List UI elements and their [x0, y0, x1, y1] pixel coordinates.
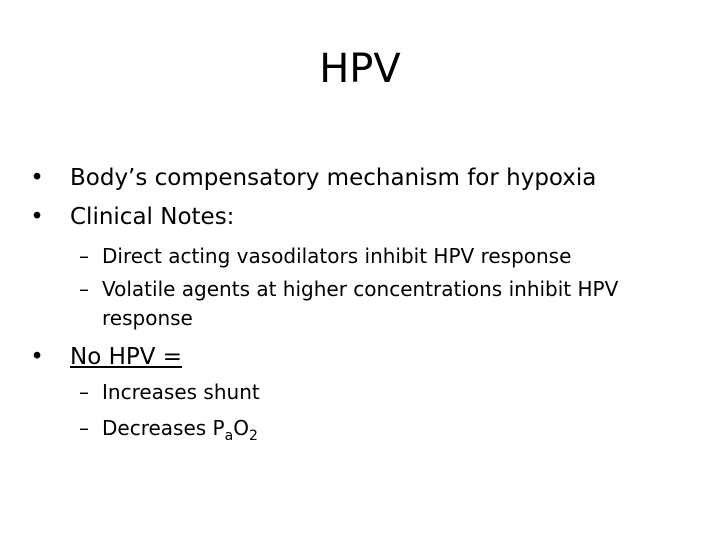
slide-title: HPV: [319, 46, 401, 92]
subbullet-text: Direct acting vasodilators inhibit HPV response: [102, 244, 572, 268]
dash-marker: –: [79, 416, 89, 440]
subbullet-text: [102, 414, 702, 443]
dash-marker: –: [79, 277, 89, 301]
bullet-text: Body’s compensatory mechanism for hypoxia: [70, 165, 597, 191]
pao2-subscript-a: a: [224, 428, 234, 444]
dash-marker: –: [79, 244, 89, 268]
bullet-marker: •: [30, 344, 44, 370]
pao2-prefix: Decreases P: [102, 416, 225, 440]
bullet-marker: •: [30, 204, 44, 230]
bullet-marker: •: [30, 165, 44, 191]
pao2-o: O: [233, 416, 249, 440]
bullet-text: Clinical Notes:: [70, 204, 235, 230]
bullet-text: No HPV =: [70, 344, 183, 370]
dash-marker: –: [79, 380, 89, 404]
pao2-subscript-2: 2: [248, 428, 258, 444]
subbullet-text: Increases shunt: [102, 380, 260, 404]
subbullet-text-line2: response: [102, 306, 193, 330]
subbullet-text-line1: Volatile agents at higher concentrations inhibit HPV: [102, 277, 619, 301]
subbullet-text: [102, 275, 702, 333]
